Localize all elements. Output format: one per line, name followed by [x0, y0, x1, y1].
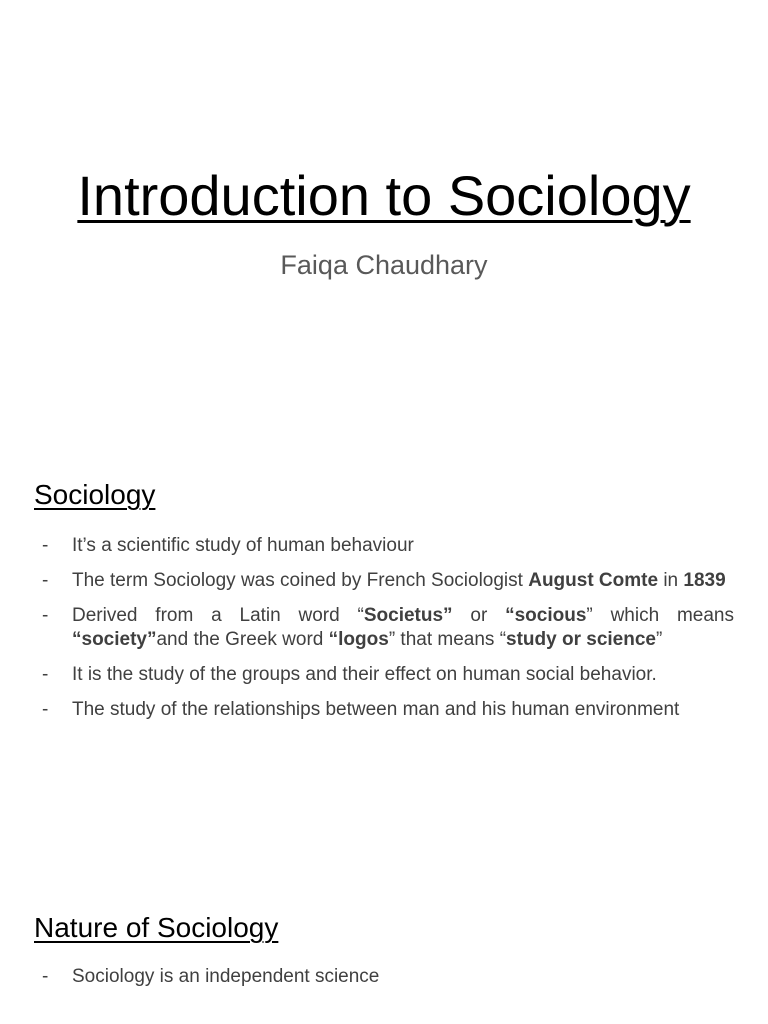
- bullet-item: [34, 965, 734, 989]
- bullet-item: [34, 698, 734, 722]
- bullet-dash: -: [42, 605, 49, 626]
- bullet-item: [34, 569, 734, 593]
- bullet-text: ” which means: [586, 605, 734, 626]
- title-slide: [0, 0, 768, 430]
- bullet-text: Derived from a Latin word “: [72, 605, 364, 626]
- bullet-text: ” that means “: [388, 629, 507, 650]
- bullet-text-bold: “logos: [328, 629, 389, 650]
- bullet-text: The term Sociology was coined by French Sociologist: [72, 570, 529, 591]
- bullet-text-bold: “society”: [72, 629, 157, 650]
- bullet-text: in: [658, 570, 684, 591]
- document-title-text: Introduction to Sociology: [77, 164, 691, 227]
- bullet-dash: -: [42, 699, 49, 720]
- author-name: Faiqa Chaudhary: [280, 250, 488, 280]
- bullet-text: and the Greek word: [156, 629, 329, 650]
- bullet-item: [34, 663, 734, 687]
- bullet-text: ”: [655, 629, 663, 650]
- bullet-text: or: [452, 605, 506, 626]
- nature-bullet-list: [34, 965, 734, 989]
- bullet-dash: -: [42, 535, 49, 556]
- bullet-text: Sociology is an independent science: [72, 966, 380, 987]
- bullet-item: [34, 534, 734, 558]
- section-heading-nature: Nature of Sociology: [34, 912, 279, 943]
- sociology-bullet-list: [34, 534, 734, 722]
- bullet-dash: -: [42, 570, 49, 591]
- bullet-text: The study of the relationships between man and his human environment: [72, 699, 680, 720]
- bullet-item: [34, 604, 734, 652]
- bullet-text: It’s a scientific study of human behaviour: [72, 535, 414, 556]
- bullet-dash: -: [42, 966, 49, 987]
- bullet-dash: -: [42, 664, 49, 685]
- bullet-text-bold: Societus”: [363, 605, 453, 626]
- nature-section: [34, 911, 734, 1000]
- bullet-text: It is the study of the groups and their effect on human social behavior.: [72, 664, 657, 685]
- bullet-text-bold: August Comte: [528, 570, 659, 591]
- bullet-text-bold: “socious: [505, 605, 587, 626]
- document-title: [0, 160, 768, 232]
- bullet-text-bold: 1839: [683, 570, 726, 591]
- sociology-section: [34, 478, 734, 733]
- bullet-text-bold: study or science: [506, 629, 656, 650]
- section-heading-sociology: Sociology: [34, 479, 156, 510]
